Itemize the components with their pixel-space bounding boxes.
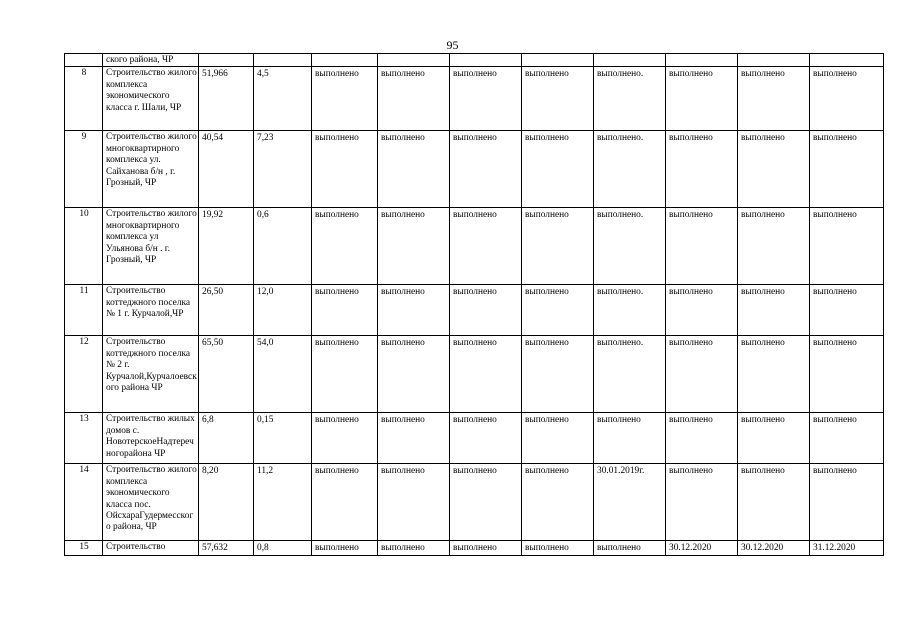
- status-cell: выполнено: [810, 413, 884, 464]
- status-cell: выполнено: [810, 336, 884, 413]
- value-cell-2: 11,2: [254, 464, 312, 541]
- status-cell: выполнено: [666, 413, 738, 464]
- status-cell: выполнено: [378, 67, 450, 131]
- status-cell: выполнено.: [594, 131, 666, 208]
- status-cell: выполнено: [666, 208, 738, 285]
- status-cell: выполнено: [738, 336, 810, 413]
- row-number-cell: 11: [65, 285, 103, 336]
- value-cell-2: 12,0: [254, 285, 312, 336]
- status-cell: выполнено: [312, 131, 378, 208]
- status-cell: [378, 54, 450, 67]
- status-cell: выполнено: [594, 413, 666, 464]
- row-number-cell: 9: [65, 131, 103, 208]
- value-cell-2: 0,6: [254, 208, 312, 285]
- status-cell: 30.12.2020: [666, 541, 738, 555]
- table-row: [65, 541, 884, 555]
- status-cell: выполнено: [312, 464, 378, 541]
- value-cell-1: 19,92: [199, 208, 254, 285]
- row-number-cell: 12: [65, 336, 103, 413]
- table-body: [65, 54, 884, 556]
- status-cell: выполнено: [522, 413, 594, 464]
- row-number-cell: 15: [65, 541, 103, 555]
- status-cell: выполнено: [312, 208, 378, 285]
- value-cell-2: 0,15: [254, 413, 312, 464]
- object-name-cell: Строительство жилого многоквартирного комплекса ул Ульянова б/н . г. Грозный, ЧР: [103, 208, 199, 285]
- status-cell: выполнено: [738, 208, 810, 285]
- status-cell: [810, 54, 884, 67]
- value-cell-1: 8,20: [199, 464, 254, 541]
- status-cell: выполнено: [666, 336, 738, 413]
- status-cell: [666, 54, 738, 67]
- status-cell: выполнено: [738, 131, 810, 208]
- status-cell: выполнено: [810, 208, 884, 285]
- value-cell-1: 6,8: [199, 413, 254, 464]
- status-cell: выполнено: [522, 285, 594, 336]
- page-number: 95: [446, 38, 459, 52]
- object-name-cell: Строительство: [103, 541, 199, 555]
- object-name-cell: ского района, ЧР: [103, 54, 199, 67]
- object-name-cell: Строительство жилого многоквартирного комплекса ул. Сайханова б/н , г. Грозный, ЧР: [103, 131, 199, 208]
- status-cell: выполнено: [378, 285, 450, 336]
- value-cell-2: [254, 54, 312, 67]
- status-cell: выполнено: [666, 131, 738, 208]
- status-cell: выполнено: [522, 67, 594, 131]
- status-cell: выполнено: [666, 67, 738, 131]
- status-cell: выполнено: [810, 285, 884, 336]
- table-row: [65, 285, 884, 336]
- table-row: [65, 208, 884, 285]
- status-cell: выполнено: [450, 464, 522, 541]
- table-row: [65, 464, 884, 541]
- status-cell: выполнено: [810, 464, 884, 541]
- value-cell-1: 57,632: [199, 541, 254, 555]
- row-number-cell: [65, 54, 103, 67]
- status-cell: выполнено: [450, 541, 522, 555]
- status-cell: выполнено: [594, 541, 666, 555]
- status-cell: выполнено: [522, 336, 594, 413]
- status-cell: выполнено: [810, 131, 884, 208]
- row-number-cell: 14: [65, 464, 103, 541]
- object-name-cell: Строительство жилого комплекса экономического класса г. Шали, ЧР: [103, 67, 199, 131]
- value-cell-1: [199, 54, 254, 67]
- status-cell: выполнено: [522, 131, 594, 208]
- status-cell: выполнено: [738, 464, 810, 541]
- status-cell: [312, 54, 378, 67]
- status-cell: выполнено: [378, 131, 450, 208]
- status-cell: выполнено: [450, 67, 522, 131]
- value-cell-2: 54,0: [254, 336, 312, 413]
- status-cell: 30.12.2020: [738, 541, 810, 555]
- value-cell-2: 0,8: [254, 541, 312, 555]
- works-status-table: [64, 53, 884, 556]
- table-row: [65, 131, 884, 208]
- status-cell: [594, 54, 666, 67]
- object-name-cell: Строительство коттеджного поселка № 2 г. Курчалой,Курчалоевского района ЧР: [103, 336, 199, 413]
- table-row: [65, 336, 884, 413]
- status-cell: выполнено: [666, 464, 738, 541]
- status-cell: выполнено: [738, 285, 810, 336]
- value-cell-1: 26,50: [199, 285, 254, 336]
- status-cell: выполнено: [450, 285, 522, 336]
- status-cell: выполнено: [378, 413, 450, 464]
- row-number-cell: 8: [65, 67, 103, 131]
- status-cell: выполнено: [738, 413, 810, 464]
- status-cell: выполнено: [450, 131, 522, 208]
- status-cell: выполнено: [378, 541, 450, 555]
- status-cell: 31.12.2020: [810, 541, 884, 555]
- object-name-cell: Строительство жилых домов с. НовотерскоеНадтеречногорайона ЧР: [103, 413, 199, 464]
- status-cell: выполнено: [312, 541, 378, 555]
- value-cell-1: 51,966: [199, 67, 254, 131]
- row-number-cell: 10: [65, 208, 103, 285]
- status-cell: выполнено: [378, 464, 450, 541]
- status-cell: [522, 54, 594, 67]
- status-cell: выполнено: [312, 336, 378, 413]
- status-cell: выполнено: [378, 208, 450, 285]
- status-cell: выполнено.: [594, 285, 666, 336]
- value-cell-1: 65,50: [199, 336, 254, 413]
- status-cell: выполнено: [450, 208, 522, 285]
- status-cell: [450, 54, 522, 67]
- value-cell-1: 40,54: [199, 131, 254, 208]
- row-number-cell: 13: [65, 413, 103, 464]
- status-cell: выполнено: [666, 285, 738, 336]
- status-cell: выполнено: [738, 67, 810, 131]
- table-row: [65, 54, 884, 67]
- status-cell: выполнено.: [594, 208, 666, 285]
- status-cell: выполнено: [312, 67, 378, 131]
- status-cell: выполнено: [522, 208, 594, 285]
- table-row: [65, 413, 884, 464]
- object-name-cell: Строительство жилого комплекса экономического класса пос. ОйсхараГудермесского района, ЧР: [103, 464, 199, 541]
- status-cell: выполнено: [522, 464, 594, 541]
- value-cell-2: 4,5: [254, 67, 312, 131]
- status-cell: выполнено: [312, 285, 378, 336]
- status-cell: выполнено: [450, 413, 522, 464]
- status-cell: выполнено.: [594, 67, 666, 131]
- status-cell: выполнено: [810, 67, 884, 131]
- status-cell: выполнено: [312, 413, 378, 464]
- status-cell: [738, 54, 810, 67]
- status-cell: выполнено: [378, 336, 450, 413]
- status-cell: 30.01.2019г.: [594, 464, 666, 541]
- table-row: [65, 67, 884, 131]
- status-cell: выполнено.: [594, 336, 666, 413]
- value-cell-2: 7,23: [254, 131, 312, 208]
- object-name-cell: Строительство коттеджного поселка № 1 г. Курчалой,ЧР: [103, 285, 199, 336]
- status-cell: выполнено: [450, 336, 522, 413]
- status-cell: выполнено: [522, 541, 594, 555]
